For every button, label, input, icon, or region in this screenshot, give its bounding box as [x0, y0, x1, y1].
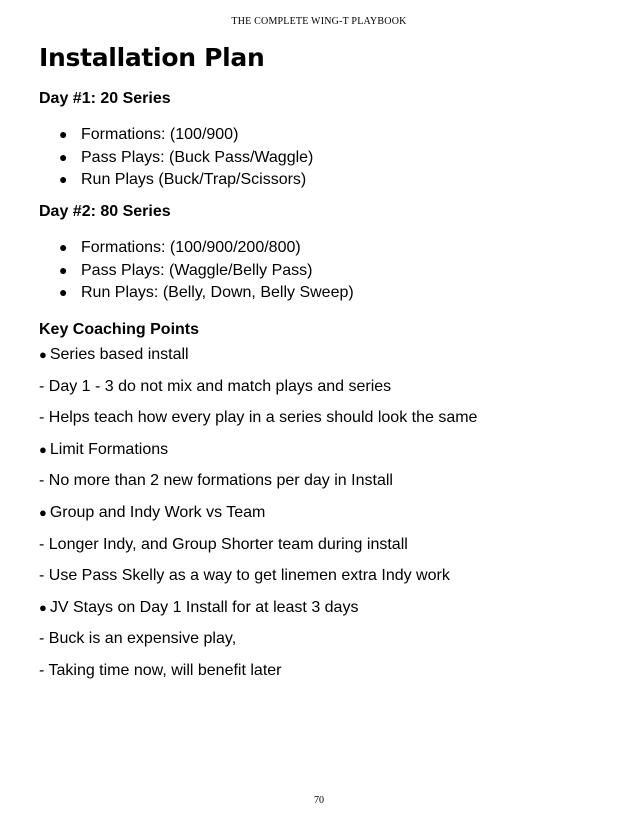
- bullet-icon: ●: [59, 148, 68, 165]
- coaching-bullet-point: [39, 345, 477, 377]
- coaching-point-text: - No more than 2 new formations per day in Install: [39, 472, 393, 490]
- coaching-sub-point: [39, 535, 477, 567]
- coaching-sub-point: [39, 408, 477, 440]
- coaching-sub-point: [39, 471, 477, 503]
- coaching-bullet-point: [39, 440, 477, 472]
- bullet-icon: ●: [59, 126, 68, 142]
- coaching-sub-point: [39, 566, 477, 598]
- coaching-point-text: Limit Formations: [49, 440, 169, 458]
- coaching-point-text: - Use Pass Skelly as a way to get linemen extra Indy work: [39, 567, 450, 585]
- list-item: ● Run Plays: (Belly, Down, Belly Sweep): [59, 281, 354, 304]
- coaching-point-text: - Buck is an expensive play,: [39, 630, 237, 648]
- coaching-point-text: - Helps teach how every play in a series should look the same: [39, 409, 478, 427]
- running-header: THE COMPLETE WING-T PLAYBOOK: [231, 16, 407, 27]
- coaching-heading: Key Coaching Points: [39, 321, 200, 338]
- list-item: ● Pass Plays: (Buck Pass/Waggle): [59, 146, 313, 169]
- bullet-icon: ●: [59, 261, 68, 278]
- list-item: ● Formations: (100/900/200/800): [59, 236, 354, 259]
- coaching-sub-point: [39, 661, 477, 693]
- list-item: ● Formations: (100/900): [59, 123, 313, 146]
- coaching-point-text: - Taking time now, will benefit later: [39, 661, 282, 679]
- coaching-points-list: [39, 345, 477, 693]
- bullet-icon: ●: [39, 504, 47, 520]
- bullet-icon: ●: [59, 239, 68, 255]
- bullet-icon: ●: [59, 284, 68, 300]
- day2-list: [59, 236, 354, 304]
- page-title: Installation Plan: [39, 43, 265, 72]
- page-number: 70: [314, 795, 324, 806]
- coaching-bullet-point: [39, 598, 477, 630]
- list-item: ● Pass Plays: (Waggle/Belly Pass): [59, 259, 354, 282]
- bullet-icon: ●: [39, 441, 47, 457]
- coaching-point-text: Group and Indy Work vs Team: [49, 503, 266, 521]
- list-item: ● Run Plays (Buck/Trap/Scissors): [59, 168, 313, 191]
- coaching-sub-point: [39, 629, 477, 661]
- coaching-bullet-point: [39, 503, 477, 535]
- day1-heading: Day #1: 20 Series: [39, 90, 171, 107]
- day1-list: [59, 123, 313, 191]
- coaching-point-text: JV Stays on Day 1 Install for at least 3 days: [49, 598, 359, 616]
- coaching-point-text: - Day 1 - 3 do not mix and match plays and series: [39, 377, 392, 395]
- bullet-icon: ●: [39, 347, 47, 362]
- coaching-sub-point: [39, 377, 477, 409]
- coaching-point-text: Series based install: [49, 346, 189, 363]
- bullet-icon: ●: [39, 599, 47, 615]
- coaching-point-text: - Longer Indy, and Group Shorter team during install: [39, 535, 408, 553]
- bullet-icon: ●: [59, 171, 68, 187]
- day2-heading: Day #2: 80 Series: [39, 203, 171, 220]
